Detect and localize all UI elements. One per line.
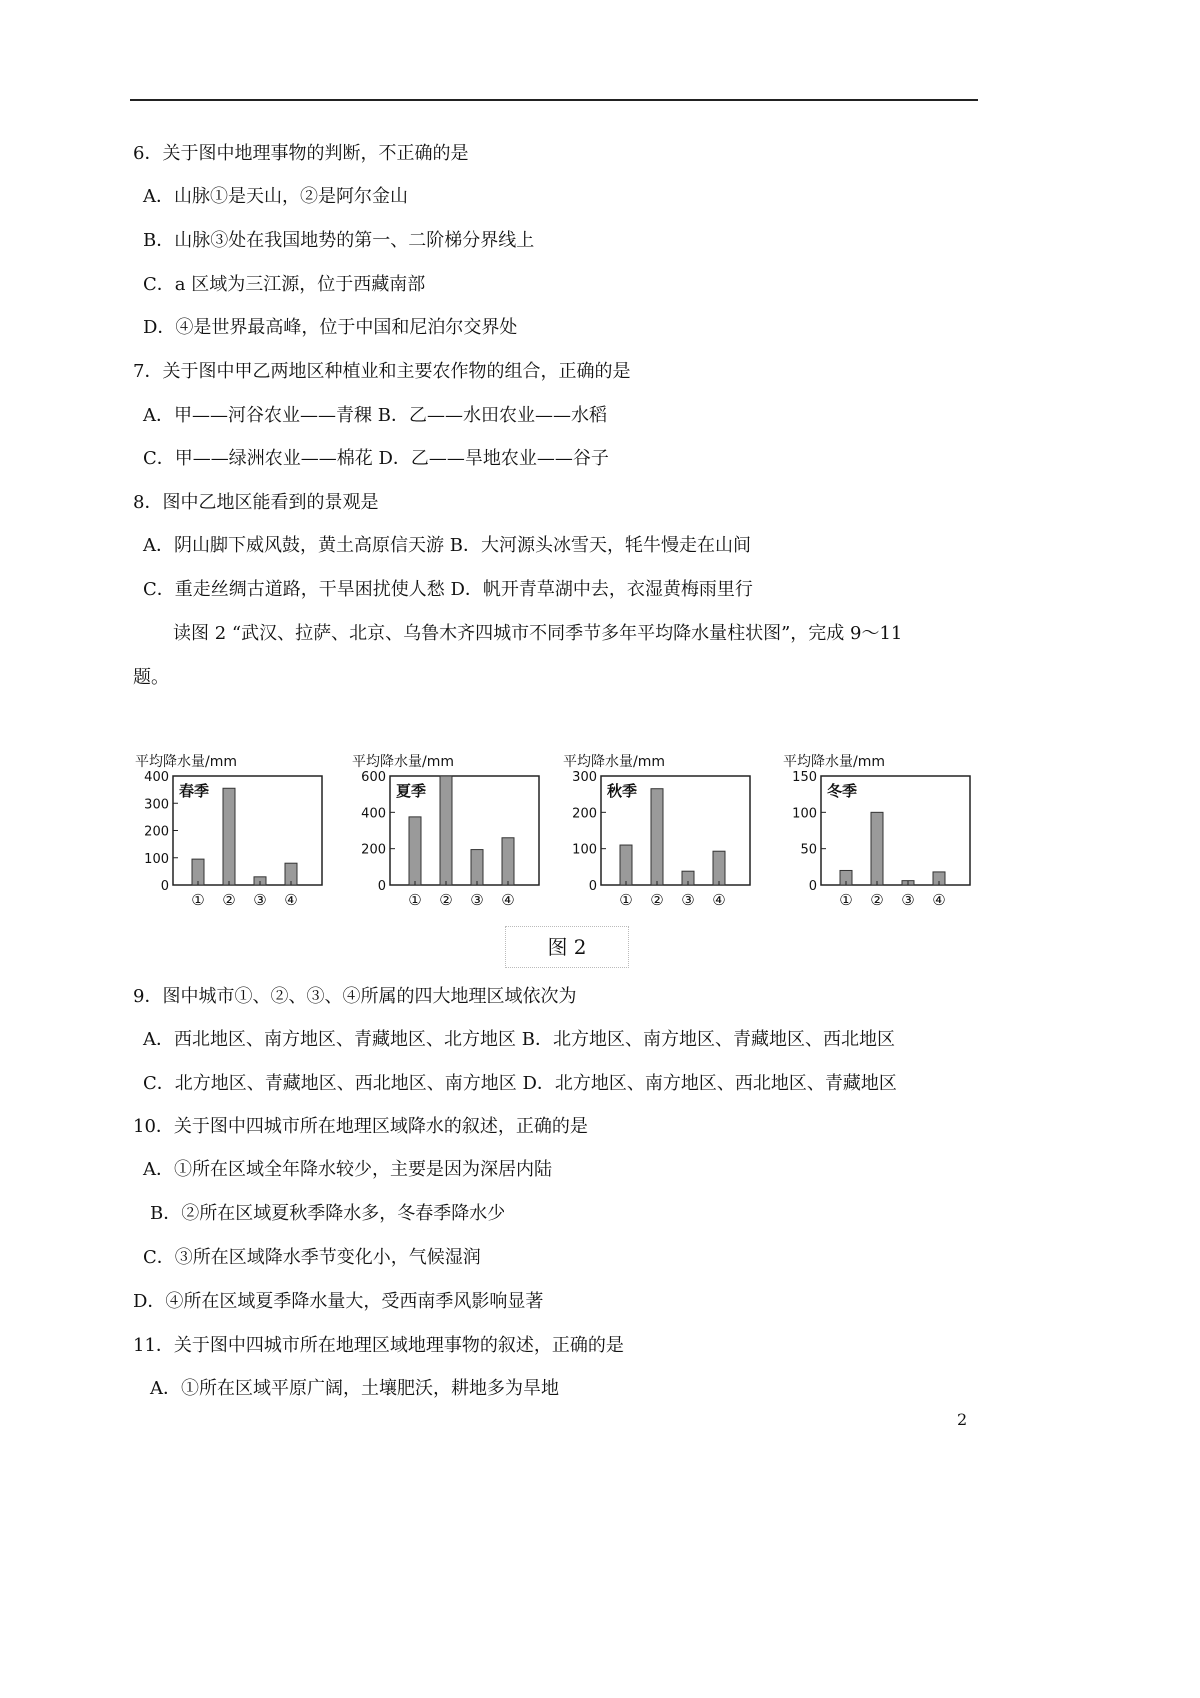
question-7-stem: 7．关于图中甲乙两地区种植业和主要农作物的组合，正确的是 bbox=[133, 361, 631, 382]
page-number: 2 bbox=[957, 1410, 968, 1429]
chart-winter-svg bbox=[783, 748, 993, 918]
category-label: ② bbox=[222, 891, 236, 909]
season-label: 冬季 bbox=[827, 782, 858, 800]
bar bbox=[409, 817, 421, 885]
season-label: 春季 bbox=[179, 782, 210, 800]
question-10-stem: 10．关于图中四城市所在地理区域降水的叙述，正确的是 bbox=[133, 1116, 588, 1137]
category-label: ③ bbox=[470, 891, 484, 909]
y-axis-label: 平均降水量/mm bbox=[783, 754, 885, 770]
question-9-options-cd: C．北方地区、青藏地区、西北地区、南方地区 D．北方地区、南方地区、西北地区、青藏地区 bbox=[143, 1073, 897, 1094]
bar bbox=[713, 851, 725, 885]
header-rule bbox=[130, 99, 978, 101]
category-label: ① bbox=[839, 891, 853, 909]
question-7-options-ab: A．甲——河谷农业——青稞 B．乙——水田农业——水稻 bbox=[143, 405, 607, 426]
category-label: ③ bbox=[681, 891, 695, 909]
y-tick-label: 200 bbox=[572, 806, 597, 822]
category-label: ③ bbox=[253, 891, 267, 909]
chart-summer bbox=[352, 748, 562, 918]
category-label: ③ bbox=[901, 891, 915, 909]
question-6-option-b: B．山脉③处在我国地势的第一、二阶梯分界线上 bbox=[143, 230, 535, 251]
y-tick-label: 200 bbox=[361, 842, 386, 858]
y-tick-label: 150 bbox=[792, 770, 817, 785]
y-tick-label: 0 bbox=[160, 879, 169, 894]
category-label: ④ bbox=[501, 891, 515, 909]
question-7-options-cd: C．甲——绿洲农业——棉花 D．乙——旱地农业——谷子 bbox=[143, 448, 609, 469]
category-label: ① bbox=[619, 891, 633, 909]
y-tick-label: 300 bbox=[572, 770, 597, 785]
question-6-option-c: C．a 区域为三江源，位于西藏南部 bbox=[143, 274, 426, 295]
season-label: 夏季 bbox=[396, 782, 427, 800]
chart-autumn bbox=[563, 748, 773, 918]
y-tick-label: 400 bbox=[144, 770, 169, 785]
question-8-stem: 8．图中乙地区能看到的景观是 bbox=[133, 492, 379, 513]
y-axis-label: 平均降水量/mm bbox=[352, 754, 454, 770]
question-6-stem: 6．关于图中地理事物的判断，不正确的是 bbox=[133, 143, 469, 164]
chart-spring-svg bbox=[135, 748, 345, 918]
bar bbox=[620, 845, 632, 885]
season-label: 秋季 bbox=[607, 782, 638, 800]
question-9-options-ab: A．西北地区、南方地区、青藏地区、北方地区 B．北方地区、南方地区、青藏地区、西北地区 bbox=[143, 1029, 895, 1050]
figure-intro-line1: 读图 2 “武汉、拉萨、北京、乌鲁木齐四城市不同季节多年平均降水量柱状图”，完成 9～11 bbox=[173, 623, 903, 644]
y-tick-label: 100 bbox=[144, 851, 169, 867]
y-tick-label: 100 bbox=[792, 806, 817, 822]
question-10-option-c: C．③所在区域降水季节变化小，气候湿润 bbox=[143, 1247, 481, 1268]
category-label: ④ bbox=[712, 891, 726, 909]
figure-caption: 图 2 bbox=[505, 926, 629, 968]
y-tick-label: 0 bbox=[588, 879, 597, 894]
y-tick-label: 50 bbox=[800, 842, 817, 858]
category-label: ④ bbox=[932, 891, 946, 909]
chart-autumn-svg bbox=[563, 748, 773, 918]
bar bbox=[223, 788, 235, 885]
question-6-option-d: D．④是世界最高峰，位于中国和尼泊尔交界处 bbox=[143, 317, 518, 338]
bar bbox=[471, 850, 483, 885]
y-tick-label: 600 bbox=[361, 770, 386, 785]
category-label: ① bbox=[191, 891, 205, 909]
bar bbox=[440, 776, 452, 885]
y-tick-label: 100 bbox=[572, 842, 597, 858]
figure-intro-line2: 题。 bbox=[133, 667, 169, 688]
y-tick-label: 400 bbox=[361, 806, 386, 822]
bar bbox=[871, 812, 883, 885]
y-tick-label: 200 bbox=[144, 824, 169, 840]
question-10-option-a: A．①所在区域全年降水较少，主要是因为深居内陆 bbox=[143, 1159, 552, 1180]
question-8-options-cd: C．重走丝绸古道路，干旱困扰使人愁 D．帆开青草湖中去，衣湿黄梅雨里行 bbox=[143, 579, 753, 600]
category-label: ① bbox=[408, 891, 422, 909]
question-11-option-a: A．①所在区域平原广阔，土壤肥沃，耕地多为旱地 bbox=[150, 1378, 559, 1399]
question-6-option-a: A．山脉①是天山，②是阿尔金山 bbox=[143, 186, 408, 207]
y-tick-label: 0 bbox=[377, 879, 386, 894]
chart-spring bbox=[135, 748, 345, 918]
y-tick-label: 0 bbox=[808, 879, 817, 894]
question-11-stem: 11．关于图中四城市所在地理区域地理事物的叙述，正确的是 bbox=[133, 1335, 624, 1356]
chart-summer-svg bbox=[352, 748, 562, 918]
bar bbox=[651, 789, 663, 885]
y-axis-label: 平均降水量/mm bbox=[563, 754, 665, 770]
question-8-options-ab: A．阴山脚下威风鼓，黄土高原信天游 B．大河源头冰雪天，牦牛慢走在山间 bbox=[143, 535, 751, 556]
category-label: ② bbox=[439, 891, 453, 909]
y-tick-label: 300 bbox=[144, 797, 169, 813]
y-axis-label: 平均降水量/mm bbox=[135, 754, 237, 770]
question-10-option-d: D．④所在区域夏季降水量大，受西南季风影响显著 bbox=[133, 1291, 544, 1312]
question-10-option-b: B．②所在区域夏秋季降水多，冬春季降水少 bbox=[150, 1203, 506, 1224]
category-label: ④ bbox=[284, 891, 298, 909]
category-label: ② bbox=[870, 891, 884, 909]
category-label: ② bbox=[650, 891, 664, 909]
chart-winter bbox=[783, 748, 993, 918]
question-9-stem: 9．图中城市①、②、③、④所属的四大地理区域依次为 bbox=[133, 986, 577, 1007]
bar bbox=[502, 838, 514, 885]
